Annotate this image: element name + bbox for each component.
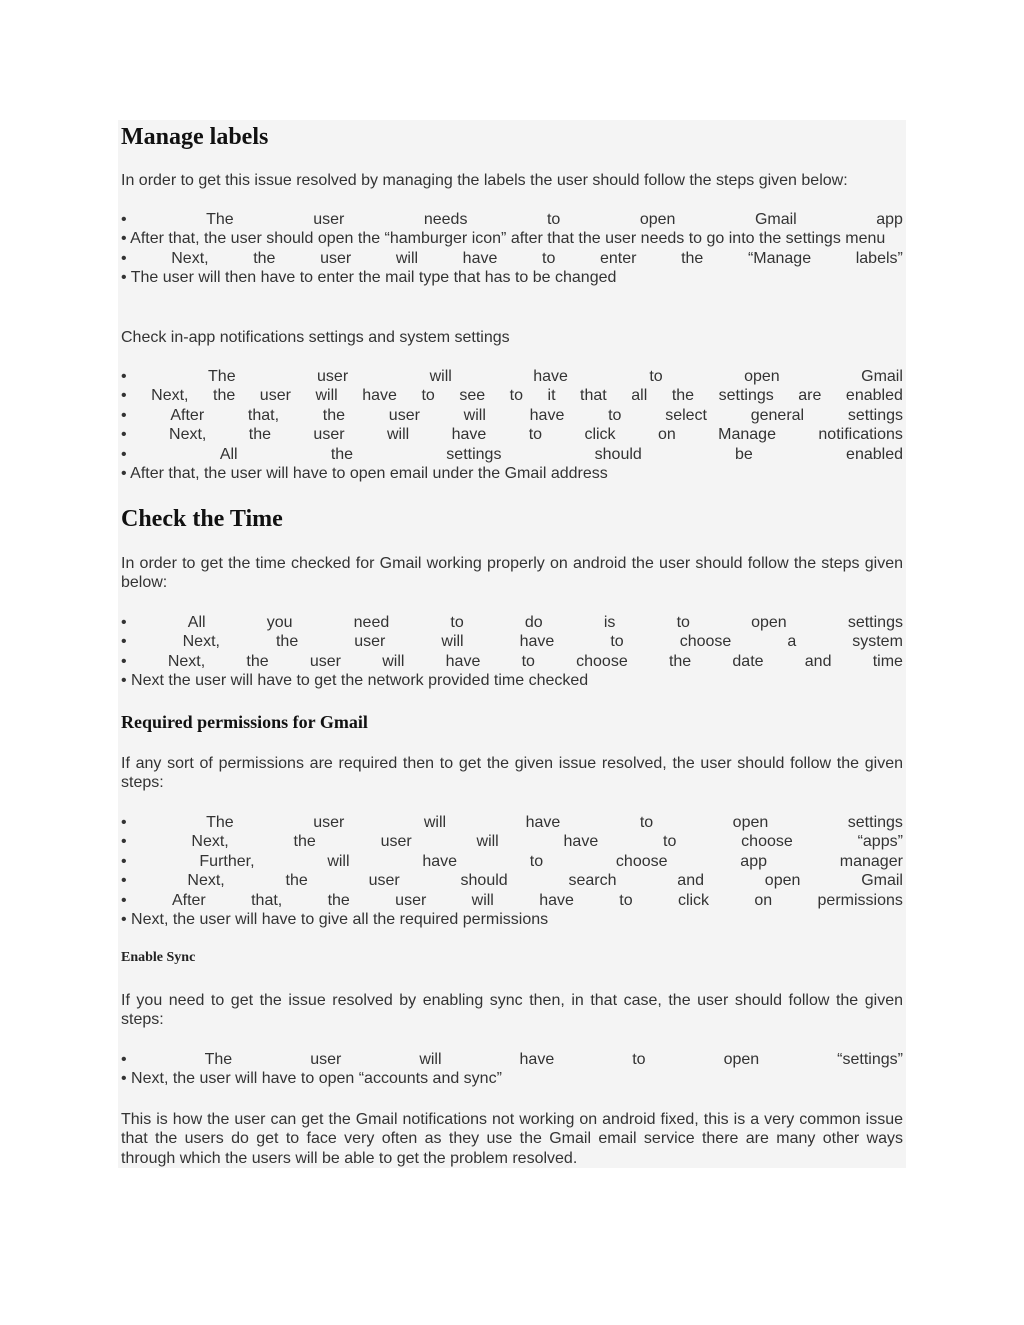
word: user: [368, 872, 400, 890]
list-item: [121, 613, 903, 632]
list-item: [121, 1050, 903, 1069]
word: settings: [847, 406, 903, 424]
word: system: [852, 633, 903, 651]
word: •: [121, 652, 127, 670]
word: user: [380, 833, 412, 851]
word: search: [568, 872, 617, 890]
word: open: [639, 211, 676, 228]
word: to: [546, 211, 561, 228]
word: •: [121, 852, 127, 870]
word: All: [219, 445, 238, 463]
list-item: [121, 386, 903, 405]
word: open: [723, 1051, 760, 1068]
word: that,: [247, 406, 280, 424]
word: enter: [599, 249, 637, 267]
word: •: [121, 872, 127, 890]
word: needs: [423, 211, 468, 228]
list-item: [121, 813, 903, 832]
word: user: [259, 387, 291, 405]
word: have: [362, 387, 397, 405]
word: have: [462, 249, 498, 267]
word: the: [322, 406, 346, 424]
word: •: [121, 445, 127, 463]
word: time: [872, 652, 903, 670]
word: have: [451, 426, 487, 444]
word: is: [603, 614, 616, 631]
word: have: [519, 1051, 555, 1068]
word: to: [608, 406, 622, 424]
word: do: [524, 614, 543, 631]
paragraph-manage-labels-intro: In order to get this issue resolved by managing the labels the user should follow the steps given below:: [121, 172, 848, 189]
list-item: [121, 445, 903, 464]
heading-required-permissions: Required permissions for Gmail: [121, 712, 368, 732]
word: Next,: [187, 872, 225, 890]
word: user: [388, 406, 420, 424]
list-item: [121, 367, 903, 386]
word: notifications: [818, 426, 903, 444]
word: manager: [839, 852, 903, 870]
word: Gmail: [754, 211, 797, 228]
word: the: [248, 426, 272, 444]
word: have: [563, 833, 599, 851]
word: The: [206, 814, 234, 831]
word: and: [677, 872, 704, 890]
word: that: [580, 387, 607, 405]
word: •: [121, 814, 127, 831]
word: that,: [251, 891, 283, 909]
word: •: [121, 833, 127, 851]
list-item: • Next, the user will have to open “accounts and sync”: [121, 1070, 502, 1088]
word: to: [610, 633, 624, 651]
word: user: [309, 652, 341, 670]
list-permissions-steps: [121, 813, 903, 929]
list-item: • Next the user will have to get the network provided time checked: [121, 672, 589, 690]
word: choose: [576, 652, 628, 670]
list-check-time-steps: [121, 613, 903, 691]
list-item: • After that, the user should open the “hamburger icon” after that the user needs to go into the settings menu: [121, 230, 886, 248]
word: Manage: [718, 426, 776, 444]
word: After: [170, 406, 205, 424]
list-item: [121, 832, 903, 851]
word: need: [353, 614, 390, 631]
list-sync-steps: [121, 1050, 903, 1089]
word: be: [735, 445, 753, 463]
word: user: [313, 426, 345, 444]
list-item: [121, 852, 903, 871]
word: will: [327, 852, 350, 870]
list-item: [121, 632, 903, 651]
word: to: [509, 387, 523, 405]
word: the: [671, 387, 695, 405]
word: the: [253, 249, 276, 267]
word: to: [542, 249, 556, 267]
word: select: [665, 406, 707, 424]
word: will: [386, 426, 410, 444]
word: to: [619, 891, 633, 909]
list-item: [121, 406, 903, 425]
word: will: [476, 833, 499, 851]
word: and: [804, 652, 832, 670]
list-item: [121, 425, 903, 444]
word: user: [320, 249, 352, 267]
word: settings: [718, 387, 774, 405]
word: enabled: [845, 387, 903, 405]
list-manage-labels-steps: [121, 210, 903, 288]
word: The: [204, 1051, 233, 1068]
word: Next,: [167, 652, 206, 670]
word: have: [519, 633, 555, 651]
word: the: [327, 891, 350, 909]
word: Gmail: [861, 872, 903, 890]
word: Next,: [151, 387, 189, 405]
word: user: [313, 211, 345, 228]
word: will: [429, 368, 452, 385]
word: to: [663, 833, 677, 851]
word: have: [533, 368, 568, 385]
word: app: [740, 852, 767, 870]
list-item: • The user will then have to enter the mail type that has to be changed: [121, 269, 617, 287]
list-item: • Next, the user will have to give all the required permissions: [121, 911, 549, 929]
word: have: [529, 406, 565, 424]
list-in-app-steps: [121, 367, 903, 483]
list-item: [121, 249, 903, 268]
word: have: [539, 891, 574, 909]
word: All: [187, 614, 206, 631]
word: the: [681, 249, 704, 267]
word: “settings”: [837, 1051, 903, 1068]
word: to: [639, 814, 654, 831]
list-item: [121, 871, 903, 890]
word: will: [382, 652, 405, 670]
word: a: [787, 633, 797, 651]
word: “Manage: [747, 249, 812, 267]
word: Next,: [182, 633, 220, 651]
word: settings: [847, 814, 903, 831]
word: the: [293, 833, 316, 851]
word: open: [764, 872, 801, 890]
word: choose: [679, 633, 732, 651]
word: After: [171, 891, 206, 909]
word: •: [121, 891, 127, 909]
word: you: [266, 614, 293, 631]
word: to: [528, 426, 543, 444]
word: user: [317, 368, 349, 385]
word: general: [750, 406, 805, 424]
word: permissions: [817, 891, 903, 909]
word: •: [121, 249, 127, 267]
word: all: [631, 387, 648, 405]
list-item: [121, 210, 903, 229]
word: •: [121, 614, 127, 631]
word: the: [275, 633, 299, 651]
word: labels”: [855, 249, 903, 267]
word: •: [121, 387, 127, 405]
word: user: [310, 1051, 342, 1068]
word: the: [213, 387, 236, 405]
word: “apps”: [857, 833, 903, 851]
word: click: [677, 891, 710, 909]
word: should: [594, 445, 642, 463]
word: should: [460, 872, 508, 890]
word: •: [121, 211, 127, 228]
word: open: [744, 368, 780, 385]
document-body: [118, 120, 906, 1168]
word: settings: [446, 445, 502, 463]
word: Further,: [199, 852, 255, 870]
word: •: [121, 1051, 127, 1068]
word: Next,: [171, 249, 209, 267]
word: enabled: [846, 445, 903, 463]
word: user: [313, 814, 345, 831]
word: on: [754, 891, 773, 909]
word: choose: [615, 852, 668, 870]
heading-enable-sync: Enable Sync: [121, 950, 196, 965]
word: •: [121, 426, 127, 444]
word: will: [463, 406, 486, 424]
word: to: [421, 387, 435, 405]
word: see: [459, 387, 486, 405]
word: click: [584, 426, 616, 444]
word: will: [315, 387, 338, 405]
word: •: [121, 633, 127, 651]
word: it: [547, 387, 556, 405]
word: choose: [741, 833, 793, 851]
word: have: [422, 852, 458, 870]
paragraph-in-app-settings: Check in-app notifications settings and system settings: [121, 329, 510, 346]
word: to: [450, 614, 464, 631]
paragraph-permissions-intro: If any sort of permissions are required then to get the given issue resolved, the user should follow the given steps:: [121, 755, 903, 792]
paragraph-check-time-intro: In order to get the time checked for Gmail working properly on android the user should follow the steps given below:: [121, 555, 903, 592]
word: settings: [847, 614, 903, 631]
word: the: [668, 652, 692, 670]
word: to: [521, 652, 535, 670]
word: •: [121, 406, 127, 424]
word: The: [208, 368, 236, 385]
word: will: [419, 1051, 442, 1068]
word: to: [632, 1051, 646, 1068]
word: open: [732, 814, 769, 831]
word: user: [354, 633, 386, 651]
word: will: [441, 633, 464, 651]
word: The: [206, 211, 234, 228]
word: will: [423, 814, 447, 831]
paragraph-conclusion: This is how the user can get the Gmail notifications not working on android fixed, this is a very common issue that the users do get to face very often as they use the Gmail email service there are many other ways through which the users will be able to get the problem resolved.: [121, 1111, 903, 1167]
word: the: [285, 872, 308, 890]
word: will: [471, 891, 494, 909]
word: are: [798, 387, 822, 405]
list-item: [121, 652, 903, 671]
word: user: [395, 891, 427, 909]
word: Next,: [169, 426, 207, 444]
heading-manage-labels: Manage labels: [121, 124, 269, 150]
word: to: [676, 614, 690, 631]
word: to: [649, 368, 663, 385]
paragraph-sync-intro: If you need to get the issue resolved by enabling sync then, in that case, the user should follow the given steps:: [121, 992, 903, 1029]
word: have: [525, 814, 561, 831]
list-item: [121, 891, 903, 910]
word: the: [330, 445, 354, 463]
word: to: [529, 852, 544, 870]
word: open: [751, 614, 787, 631]
word: will: [395, 249, 419, 267]
heading-check-the-time: Check the Time: [121, 506, 283, 532]
word: date: [732, 652, 764, 670]
word: Next,: [191, 833, 229, 851]
word: •: [121, 368, 127, 385]
word: the: [246, 652, 269, 670]
word: Gmail: [861, 368, 903, 385]
list-item: • After that, the user will have to open email under the Gmail address: [121, 465, 608, 483]
word: have: [445, 652, 481, 670]
word: app: [876, 211, 903, 228]
word: on: [657, 426, 676, 444]
